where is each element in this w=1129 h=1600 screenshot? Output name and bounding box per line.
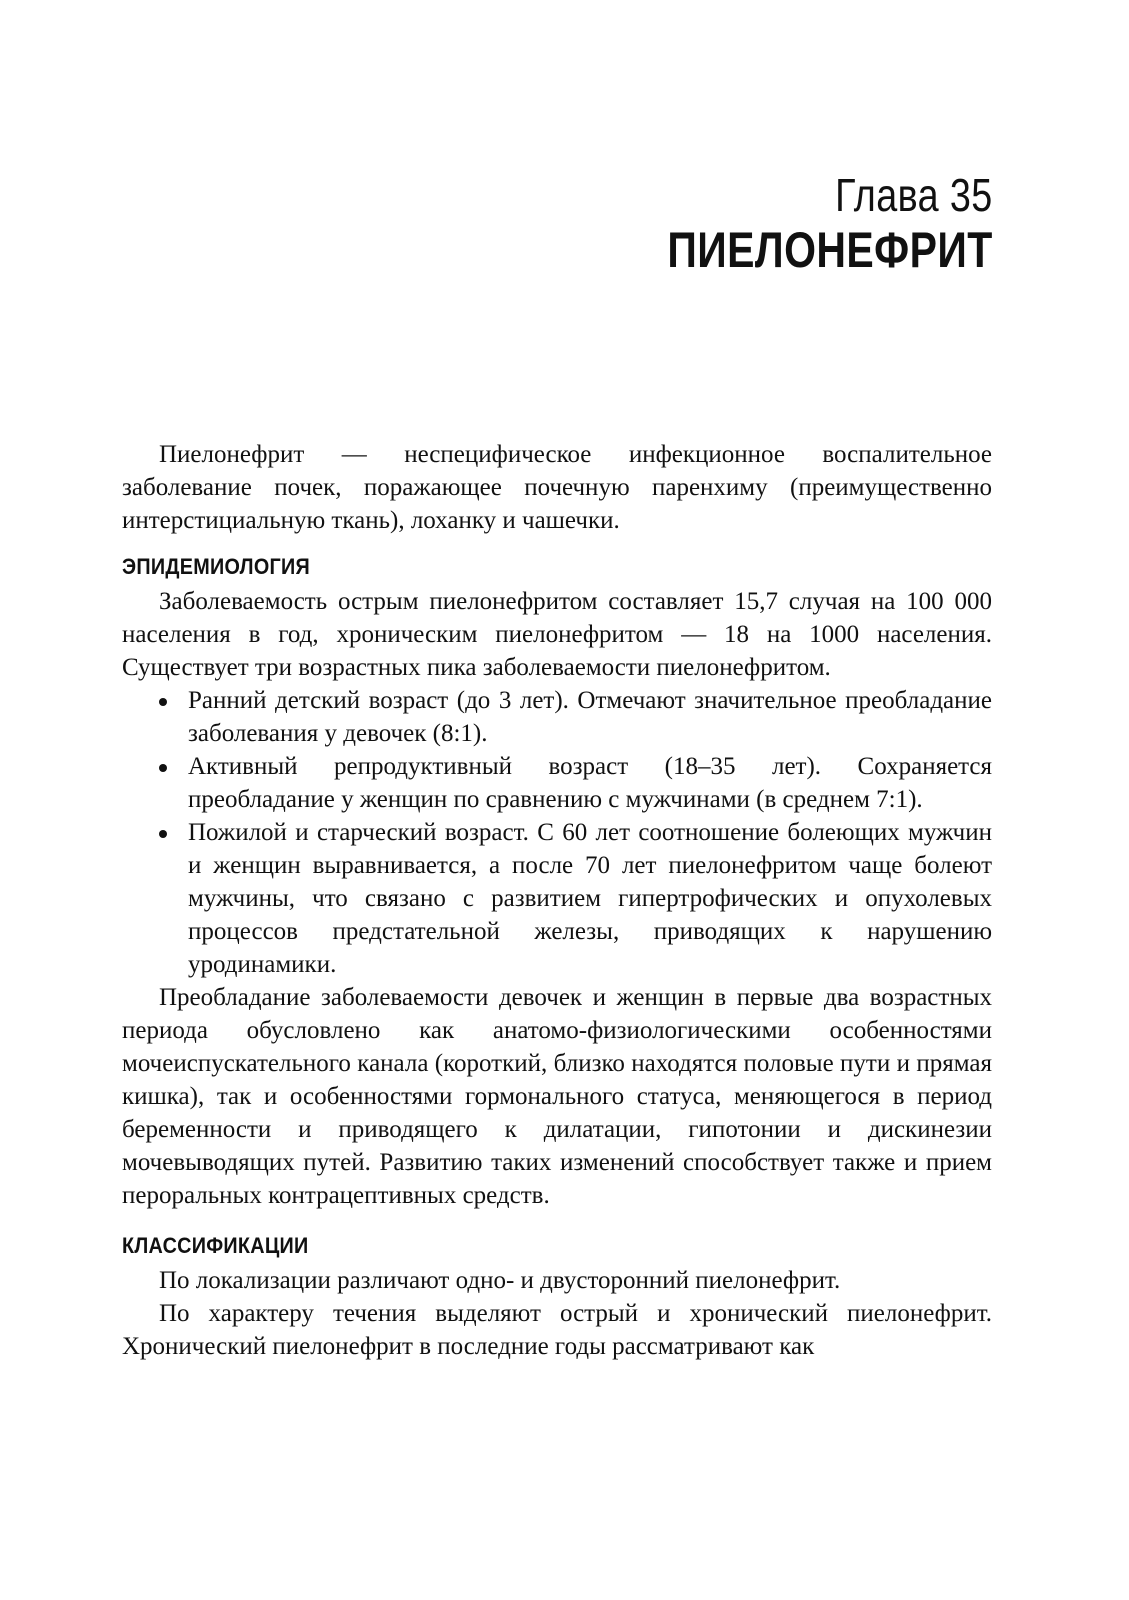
classification-paragraph-2: По характеру течения выделяют острый и хронический пиелонефрит. Хронический пиелонефрит в последние годы рассматривают как (122, 1300, 992, 1360)
chapter-title: ПИЕЛОНЕФРИТ (667, 222, 993, 278)
bullet-icon (159, 830, 167, 838)
intro-paragraph: Пиелонефрит — неспецифическое инфекционное воспалительное заболевание почек, поражающее почечную паренхиму (преимущественно интерстициальную ткань), лоханку и чашечки. (122, 441, 992, 534)
list-item-text: Активный репродуктивный возраст (18–35 лет). Сохраняется преобладание у женщин по сравнению с мужчинами (в среднем 7:1). (188, 753, 992, 813)
list-item (188, 816, 992, 981)
classification-paragraph-1: По локализации различают одно- и двусторонний пиелонефрит. (159, 1267, 841, 1294)
chapter-header (596, 168, 993, 278)
list-item-text: Пожилой и старческий возраст. С 60 лет соотношение болеющих мужчин и женщин выравнивается, а после 70 лет пиелонефритом чаще болеют мужчины, что связано с развитием гипертрофических и опухолевых процессов предстательной железы, приводящих к нарушению уродинамики. (188, 819, 992, 978)
bullet-icon (159, 698, 167, 706)
epidemiology-paragraph: Заболеваемость острым пиелонефритом составляет 15,7 случая на 100 000 населения в год, хроническим пиелонефритом — 18 на 1000 населения. Существует три возрастных пика заболеваемости пиелонефритом. (122, 588, 992, 681)
section-heading-classification: КЛАССИФИКАЦИИ (122, 1233, 309, 1258)
bullet-icon (159, 764, 167, 772)
body-text (122, 438, 992, 1363)
chapter-number: Глава 35 (835, 169, 993, 221)
list-item-text: Ранний детский возраст (до 3 лет). Отмечают значительное преобладание заболевания у девочек (8:1). (188, 687, 992, 747)
section-heading-epidemiology: ЭПИДЕМИОЛОГИЯ (122, 554, 310, 579)
list-item (188, 684, 992, 750)
epidemiology-paragraph-2: Преобладание заболеваемости девочек и женщин в первые два возрастных периода обусловлено как анатомо-физиологическими особенностями мочеиспускательного канала (короткий, близко находятся половые пути и прямая кишка), так и особенностями гормонального статуса, меняющегося в период беременности и приводящего к дилатации, гипотонии и дискинезии мочевыводящих путей. Развитию таких изменений способствует также и прием пероральных контрацептивных средств. (122, 984, 992, 1209)
list-item (188, 750, 992, 816)
age-peaks-list (122, 684, 992, 981)
